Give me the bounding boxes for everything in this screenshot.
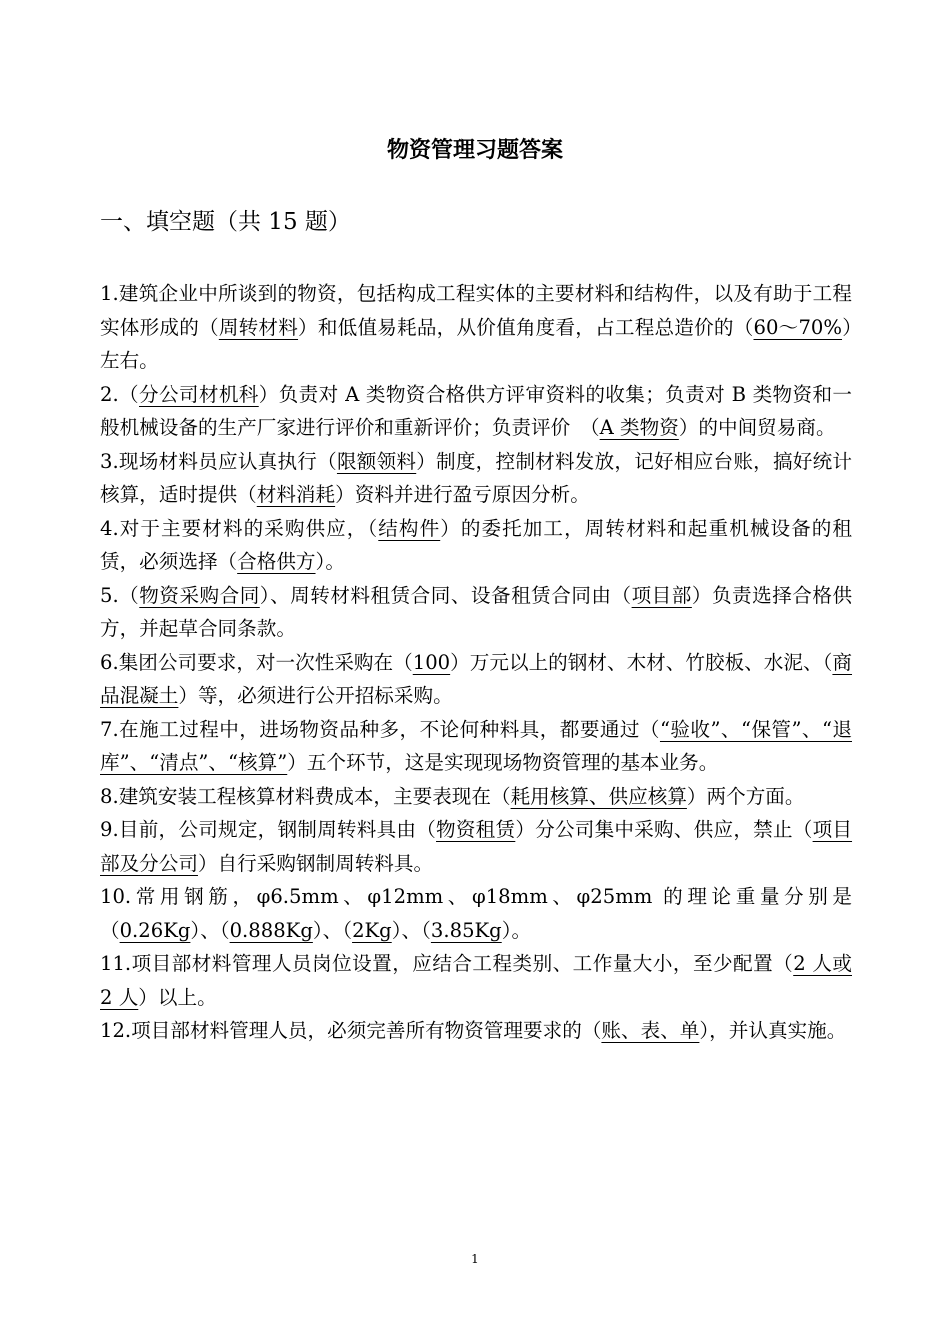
question-item [100, 713, 852, 780]
question-text: ）万元以上的钢材、木材、竹胶板、水泥、（ [450, 650, 833, 674]
question-text: ）分公司集中采购、供应，禁止（ [515, 818, 813, 841]
question-text: ）。 [315, 550, 345, 573]
answer-blank: 账、表、单 [601, 1019, 700, 1042]
question-item [100, 646, 852, 713]
question-text: ）、（ [190, 918, 230, 942]
answer-blank: 物资租赁 [436, 818, 516, 841]
answer-blank: 分公司材机科 [139, 382, 259, 406]
answer-blank: 限额领料 [336, 449, 417, 473]
question-text: 3.现场材料员应认真执行（ [100, 449, 337, 473]
question-text: 7.在施工过程中，进场物资品种多，不论何种料具，都要通过（ [100, 717, 660, 741]
answer-blank: 3.85Kg [430, 918, 502, 942]
question-text: ）制度，控制材料发放，记好相应台账，搞好统计核算，适时提供（ [100, 449, 853, 506]
answer-blank: 2 人或 2 人 [100, 952, 852, 1009]
question-text: ）等，必须进行公开招标采购。 [178, 684, 453, 707]
section-heading: 一、填空题（共 15 题） [100, 209, 351, 235]
answer-blank: 结构件 [378, 516, 441, 540]
question-item [100, 947, 852, 1014]
question-text: ）五个环节，这是实现现场物资管理的基本业务。 [287, 751, 719, 774]
question-text: ）、（ [391, 918, 431, 942]
question-text: ），并认真实施。 [699, 1019, 847, 1042]
answer-blank: 项目部及分公司 [100, 818, 853, 875]
answer-blank: 物资采购合同 [139, 583, 260, 607]
question-text: 4.对于主要材料的采购供应，（ [100, 516, 379, 540]
question-text: 2.（ [100, 382, 140, 406]
question-text: 8.建筑安装工程核算材料费成本，主要表现在（ [100, 784, 511, 808]
page-number: 1 [471, 1252, 479, 1266]
answer-blank: “验收”、“保管”、“退库”、“清点”、“核算” [100, 717, 852, 774]
answer-blank: 商品混凝土 [100, 650, 853, 707]
answer-blank: 材料消耗 [256, 483, 336, 506]
question-text: ）负责选择合格供方，并起草合同条款。 [100, 583, 853, 640]
answer-blank: 周转材料 [218, 315, 299, 339]
page-title: 物资管理习题答案 [386, 138, 563, 163]
question-item [100, 277, 852, 378]
answer-blank: 0.888Kg [229, 918, 313, 942]
answer-blank: 合格供方 [237, 550, 316, 573]
answer-blank: A 类物资 [599, 416, 679, 439]
question-text: ）左右。 [100, 315, 853, 372]
answer-blank: 耗用核算、供应核算 [510, 784, 687, 808]
question-text: 10.常用钢筋，φ6.5mm、φ12mm、φ18mm、φ25mm 的理论重量分别是（ [100, 885, 852, 942]
question-text: ）自行采购钢制周转料具。 [197, 851, 434, 875]
question-text: 11.项目部材料管理人员岗位设置，应结合工程类别、工作量大小，至少配置（ [100, 952, 794, 975]
question-item [100, 1014, 852, 1048]
question-text: ）、周转材料租赁合同、设备租赁合同由（ [259, 583, 632, 607]
question-item [100, 579, 852, 646]
question-text: ）。 [501, 918, 532, 942]
question-item [100, 813, 852, 880]
question-list [100, 277, 852, 1048]
question-item [100, 780, 852, 814]
question-text: ）以上。 [138, 985, 217, 1009]
question-text: 12.项目部材料管理人员，必须完善所有物资管理要求的（ [100, 1019, 602, 1042]
answer-blank: 60～70% [753, 315, 843, 339]
question-text: ）、（ [312, 918, 353, 942]
answer-blank: 0.26Kg [119, 918, 191, 942]
question-item [100, 445, 852, 512]
question-item [100, 378, 852, 445]
question-text: ）的中间贸易商。 [678, 416, 836, 439]
question-text: ）的委托加工，周转材料和起重机械设备的租赁，必须选择（ [100, 516, 853, 573]
question-text: 1.建筑企业中所谈到的物资，包括构成工程实体的主要材料和结构件，以及有助于工程实体形成的（ [100, 282, 852, 339]
question-text: 6.集团公司要求，对一次性采购在（ [100, 650, 413, 674]
question-text: ）资料并进行盈亏原因分析。 [335, 483, 590, 506]
question-text: 9.目前，公司规定，钢制周转料具由（ [100, 818, 437, 841]
question-item [100, 880, 852, 947]
question-text: ）负责对 A 类物资合格供方评审资料的收集；负责对 B 类物资和一般机械设备的生产厂家进行评价和重新评价；负责评价 （ [100, 382, 852, 439]
answer-blank: 100 [412, 650, 451, 674]
question-item [100, 512, 852, 579]
answer-blank: 项目部 [631, 583, 692, 607]
question-text: ）和低值易耗品，从价值角度看，占工程总造价的（ [298, 315, 754, 339]
answer-blank: 2Kg [352, 918, 392, 942]
question-text: 5.（ [100, 583, 140, 607]
question-text: ）两个方面。 [686, 784, 805, 808]
